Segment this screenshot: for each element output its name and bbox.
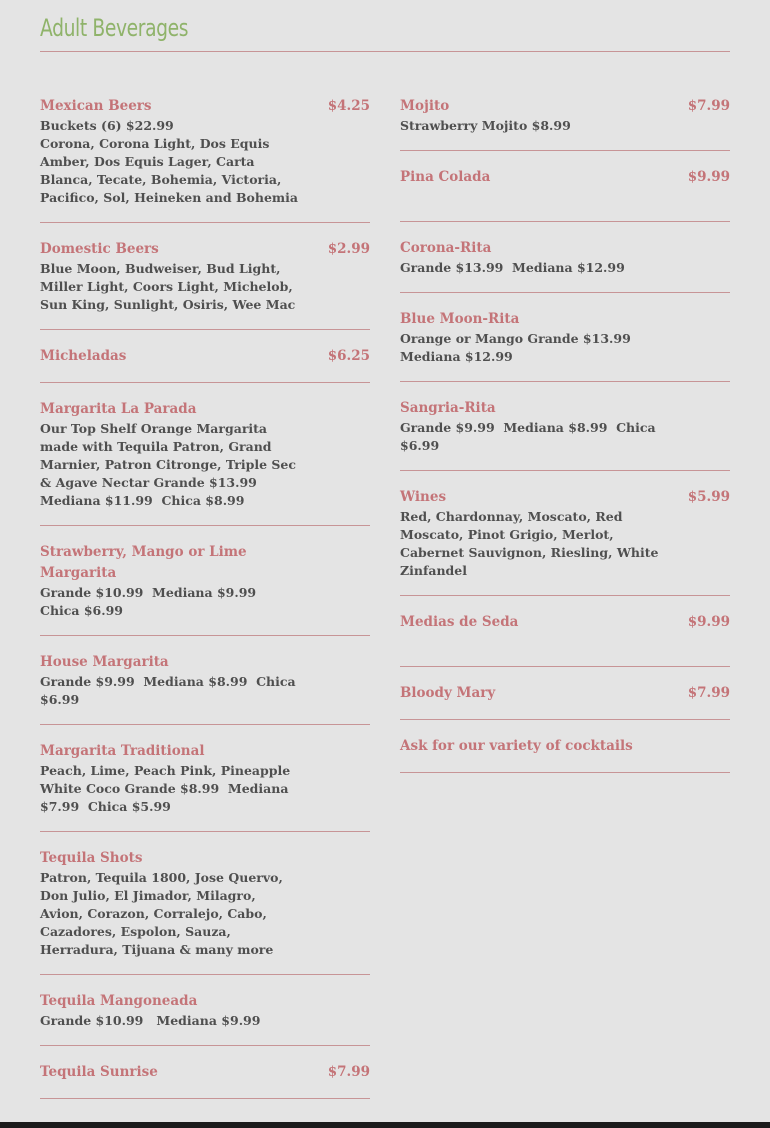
section-title: Adult Beverages bbox=[40, 14, 189, 42]
menu-item bbox=[400, 736, 730, 773]
menu-item bbox=[40, 848, 370, 975]
item-description: Orange or Mango Grande $13.99 Mediana $12.99 bbox=[400, 331, 640, 364]
item-description: Grande $10.99 Mediana $9.99 Chica $6.99 bbox=[40, 585, 265, 618]
menu-item bbox=[400, 398, 730, 471]
menu-item bbox=[400, 309, 730, 382]
item-price: $4.25 bbox=[327, 98, 370, 114]
item-name: Micheladas bbox=[40, 348, 127, 364]
item-name: Ask for our variety of cocktails bbox=[400, 738, 633, 754]
menu-item bbox=[40, 399, 370, 526]
menu-item bbox=[400, 487, 730, 596]
item-description: Grande $10.99 Mediana $9.99 bbox=[40, 1013, 261, 1028]
item-name: Tequila Shots bbox=[40, 850, 143, 866]
title-divider bbox=[40, 51, 730, 52]
item-description: Our Top Shelf Orange Margarita made with Tequila Patron, Grand Marnier, Patron Citronge, Triple Sec & Agave Nectar Grande $13.99 Mediana $11.99 Chica $8.99 bbox=[40, 421, 301, 508]
item-description: Strawberry Mojito $8.99 bbox=[400, 118, 571, 133]
item-name: Strawberry, Mango or Lime Margarita bbox=[40, 544, 247, 581]
menu-item bbox=[400, 167, 730, 222]
menu-item bbox=[40, 346, 370, 383]
item-name: Sangria-Rita bbox=[400, 400, 496, 416]
item-name: Corona-Rita bbox=[400, 240, 492, 256]
item-name: Domestic Beers bbox=[40, 241, 159, 257]
item-description: Patron, Tequila 1800, Jose Quervo, Don Julio, El Jimador, Milagro, Avion, Corazon, Corralejo, Cabo, Cazadores, Espolon, Sauza, Herradura, Tijuana & many more bbox=[40, 870, 288, 957]
menu-item bbox=[40, 1062, 370, 1099]
item-name: Mexican Beers bbox=[40, 98, 152, 114]
left-column bbox=[40, 96, 370, 1099]
item-name: House Margarita bbox=[40, 654, 169, 670]
item-name: Blue Moon-Rita bbox=[400, 311, 520, 327]
item-name: Mojito bbox=[400, 98, 450, 114]
menu-item bbox=[40, 652, 370, 725]
item-name: Tequila Mangoneada bbox=[40, 993, 198, 1009]
item-description: Grande $13.99 Mediana $12.99 bbox=[400, 260, 625, 275]
right-column bbox=[400, 96, 730, 773]
item-description: Peach, Lime, Peach Pink, Pineapple White Coco Grande $8.99 Mediana $7.99 Chica $5.99 bbox=[40, 763, 295, 814]
item-price: $7.99 bbox=[687, 98, 730, 114]
item-description: Red, Chardonnay, Moscato, Red Moscato, Pinot Grigio, Merlot, Cabernet Sauvignon, Riesling, White Zinfandel bbox=[400, 509, 663, 578]
item-name: Margarita La Parada bbox=[40, 401, 197, 417]
item-description: Buckets (6) $22.99 Corona, Corona Light, Dos Equis Amber, Dos Equis Lager, Carta Blanca, Tecate, Bohemia, Victoria, Pacifico, Sol, Heineken and Bohemia bbox=[40, 118, 298, 205]
menu-item bbox=[400, 238, 730, 293]
item-price: $5.99 bbox=[687, 489, 730, 505]
item-price: $7.99 bbox=[687, 685, 730, 701]
item-name: Bloody Mary bbox=[400, 685, 496, 701]
item-description: Grande $9.99 Mediana $8.99 Chica $6.99 bbox=[40, 674, 300, 707]
item-price: $2.99 bbox=[327, 241, 370, 257]
item-name: Margarita Traditional bbox=[40, 743, 205, 759]
menu-item bbox=[40, 542, 370, 636]
menu-item bbox=[40, 96, 370, 223]
menu-item bbox=[40, 741, 370, 832]
item-description: Blue Moon, Budweiser, Bud Light, Miller Light, Coors Light, Michelob, Sun King, Sunlight, Osiris, Wee Mac bbox=[40, 261, 298, 312]
menu-item bbox=[400, 683, 730, 720]
item-name: Tequila Sunrise bbox=[40, 1064, 158, 1080]
item-price: $9.99 bbox=[687, 614, 730, 630]
item-price: $6.25 bbox=[327, 348, 370, 364]
item-price: $9.99 bbox=[687, 169, 730, 185]
menu-item bbox=[400, 612, 730, 667]
item-name: Wines bbox=[400, 489, 447, 505]
menu-item bbox=[400, 96, 730, 151]
menu-item bbox=[40, 239, 370, 330]
item-name: Pina Colada bbox=[400, 169, 491, 185]
menu-item bbox=[40, 991, 370, 1046]
item-description: Grande $9.99 Mediana $8.99 Chica $6.99 bbox=[400, 420, 660, 453]
item-price: $7.99 bbox=[327, 1064, 370, 1080]
item-name: Medias de Seda bbox=[400, 614, 519, 630]
